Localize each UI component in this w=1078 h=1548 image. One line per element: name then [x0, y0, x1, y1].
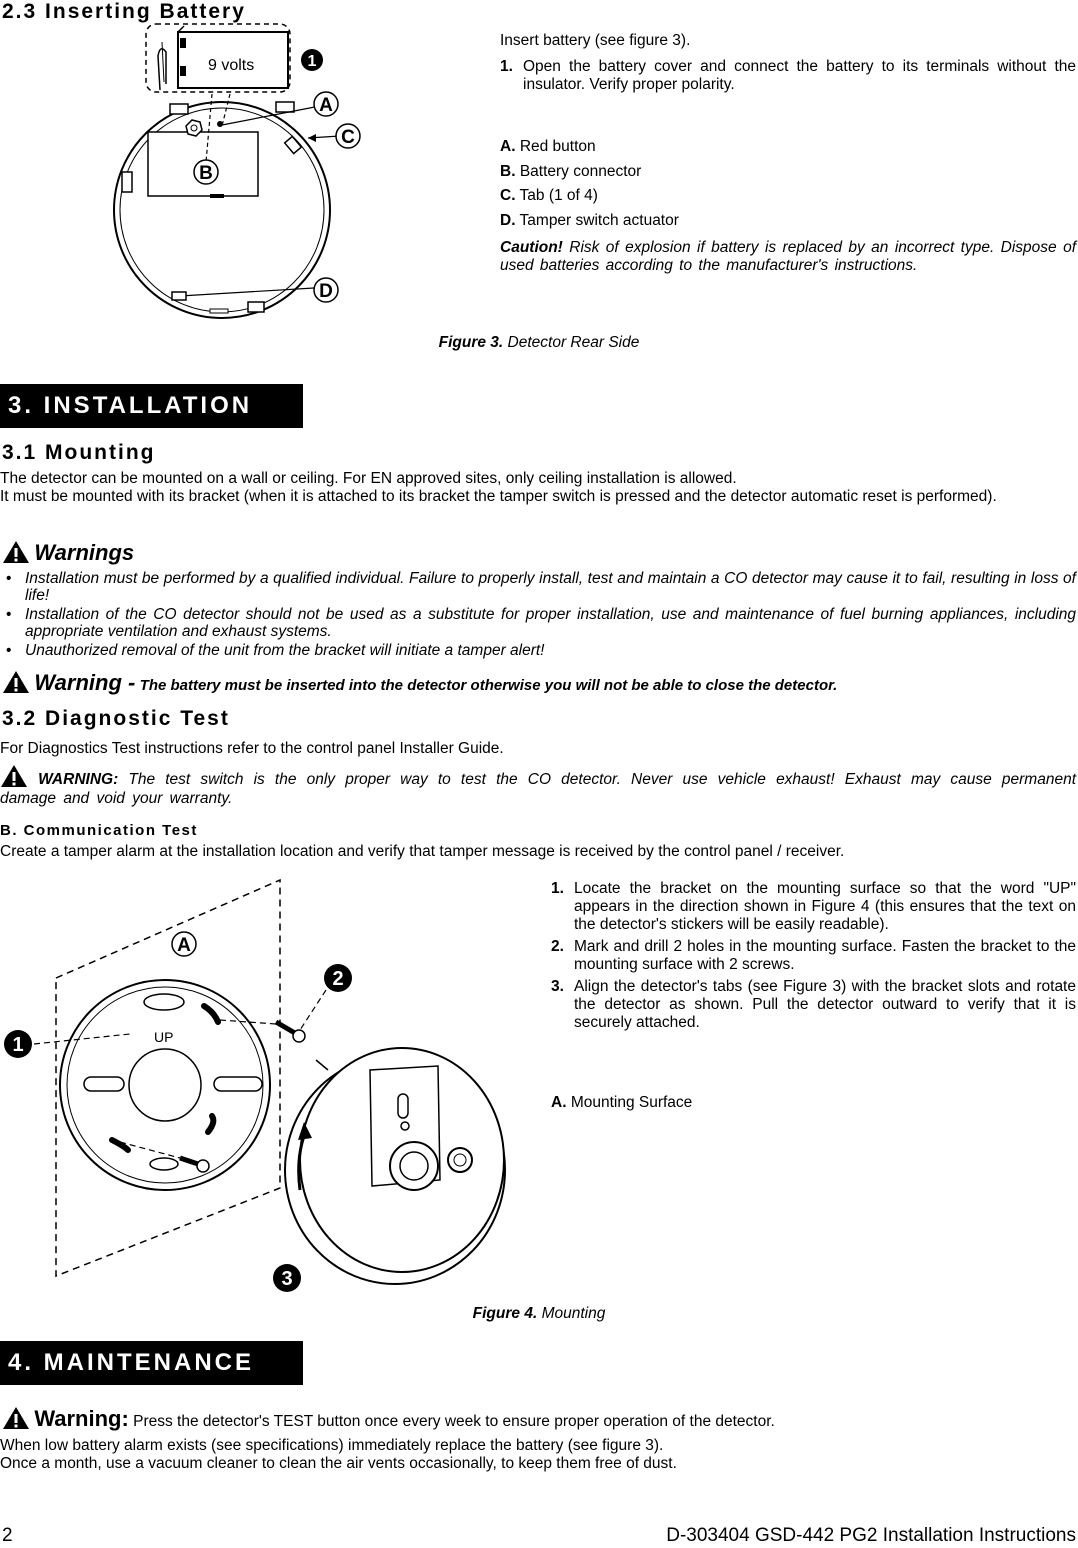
footer-doc-title: D-303404 GSD-442 PG2 Installation Instructions	[666, 1525, 1076, 1546]
test-warning: WARNING: The test switch is the only proper way to test the CO detector. Never use vehicle exhaust! Exhaust may cause permanent damage and void your warranty.	[0, 764, 1076, 808]
figure-3-detector-rear-side	[100, 22, 362, 330]
figure-4-caption: Figure 4. Mounting	[472, 1305, 606, 1322]
callout-d	[314, 278, 338, 302]
callout-1	[301, 49, 323, 71]
svg-text:2: 2	[332, 968, 344, 990]
figure-4-legend-a: A. Mounting Surface	[551, 1094, 693, 1111]
communication-text: Create a tamper alarm at the installation location and verify that tamper message is received by the control panel / receiver.	[0, 843, 845, 860]
page-number: 2	[2, 1525, 13, 1546]
warnings-heading: Warnings	[2, 540, 134, 565]
callout-2	[324, 964, 352, 992]
svg-text:B: B	[199, 163, 213, 184]
up-label: UP	[154, 1029, 174, 1045]
section-heading-3-1: 3.1 Mounting	[2, 441, 156, 464]
mounting-text	[0, 470, 1076, 506]
warning-bullet-1: • Installation must be performed by a qualified individual. Failure to properly install, test and maintain a CO detector may cause it to fail, resulting in loss of life!	[6, 570, 1076, 604]
section-bar-installation: 3. INSTALLATION	[0, 384, 303, 428]
maintenance-cleaning-text: Once a month, use a vacuum cleaner to clean the air vents occasionally, to keep them free of dust.	[0, 1455, 677, 1472]
warning-triangle-icon	[2, 540, 30, 564]
battery-step-1: 1. Open the battery cover and connect the battery to its terminals without the insulator. Verify proper polarity.	[500, 58, 1076, 93]
mounting-step-3: 3. Align the detector's tabs (see Figure 3) with the bracket slots and rotate the detector as shown. Pull the detector outward to verify that it is securely attached.	[551, 978, 1076, 1031]
callout-a	[172, 932, 196, 956]
battery-label: 9 volts	[208, 57, 255, 74]
callout-1	[4, 1030, 32, 1058]
mounting-step-1: 1. Locate the bracket on the mounting surface so that the word "UP" appears in the direction shown in Figure 4 (this ensures that the text on the detector's stickers will be easily readable).	[551, 880, 1076, 933]
mounting-step-2: 2. Mark and drill 2 holes in the mounting surface. Fasten the bracket to the mounting surface with 2 screws.	[551, 938, 1076, 973]
svg-text:C: C	[341, 127, 355, 148]
warning-triangle-icon	[0, 764, 28, 788]
warning-triangle-icon	[2, 670, 30, 694]
legend-item-a: A. Red button	[500, 138, 596, 155]
legend-item-c: C. Tab (1 of 4)	[500, 187, 598, 204]
figure-3-caption: Figure 3. Detector Rear Side	[438, 334, 640, 351]
callout-3	[273, 1264, 301, 1292]
legend-item-d: D. Tamper switch actuator	[500, 211, 679, 229]
callout-c	[336, 124, 360, 148]
warnings-list	[4, 570, 1076, 659]
legend-item-b: B. Battery connector	[500, 162, 642, 180]
mounting-paragraph-1: The detector can be mounted on a wall or ceiling. For EN approved sites, only ceiling installation is allowed.	[0, 470, 737, 487]
callout-b	[194, 160, 218, 184]
section-heading-3-2: 3.2 Diagnostic Test	[2, 707, 230, 730]
warning-triangle-icon	[2, 1406, 30, 1430]
maintenance-battery-text: When low battery alarm exists (see specifications) immediately replace the battery (see figure 3).	[0, 1437, 664, 1454]
diagnostic-text: For Diagnostics Test instructions refer to the control panel Installer Guide.	[0, 740, 504, 757]
figure-3-legend	[500, 135, 1076, 233]
caution-note: Caution! Risk of explosion if battery is replaced by an incorrect type. Dispose of used batteries according to the manufacturer's instructions.	[500, 239, 1076, 274]
warning-bullet-3: • Unauthorized removal of the unit from the bracket will initiate a tamper alert!	[6, 642, 545, 659]
mounting-paragraph-2: It must be mounted with its bracket (when it is attached to its bracket the tamper switch is pressed and the detector automatic reset is performed).	[0, 488, 997, 505]
svg-text:D: D	[319, 281, 333, 302]
section-bar-maintenance: 4. MAINTENANCE	[0, 1341, 303, 1385]
svg-text:A: A	[319, 95, 333, 116]
section-2-3-text	[500, 32, 1076, 275]
maintenance-warning: Warning: Press the detector's TEST button once every week to ensure proper operation of the detector.	[2, 1406, 775, 1431]
svg-text:A: A	[177, 935, 191, 956]
svg-text:1: 1	[307, 53, 317, 70]
section-heading-2-3: 2.3 Inserting Battery	[2, 0, 246, 23]
section-heading-communication-test: B. Communication Test	[0, 822, 198, 839]
mounting-steps	[551, 880, 1076, 1032]
battery-warning: Warning - The battery must be inserted into the detector otherwise you will not be able to close the detector.	[2, 670, 837, 695]
figure-4-mounting	[0, 870, 515, 1302]
warning-bullet-2: • Installation of the CO detector should not be used as a substitute for proper installation, use and maintenance of fuel burning appliances, including appropriate ventilation and exhaust systems.	[6, 606, 1076, 640]
battery-intro: Insert battery (see figure 3).	[500, 32, 691, 49]
callout-a	[314, 92, 338, 116]
svg-text:3: 3	[281, 1268, 293, 1290]
svg-text:1: 1	[12, 1034, 24, 1056]
